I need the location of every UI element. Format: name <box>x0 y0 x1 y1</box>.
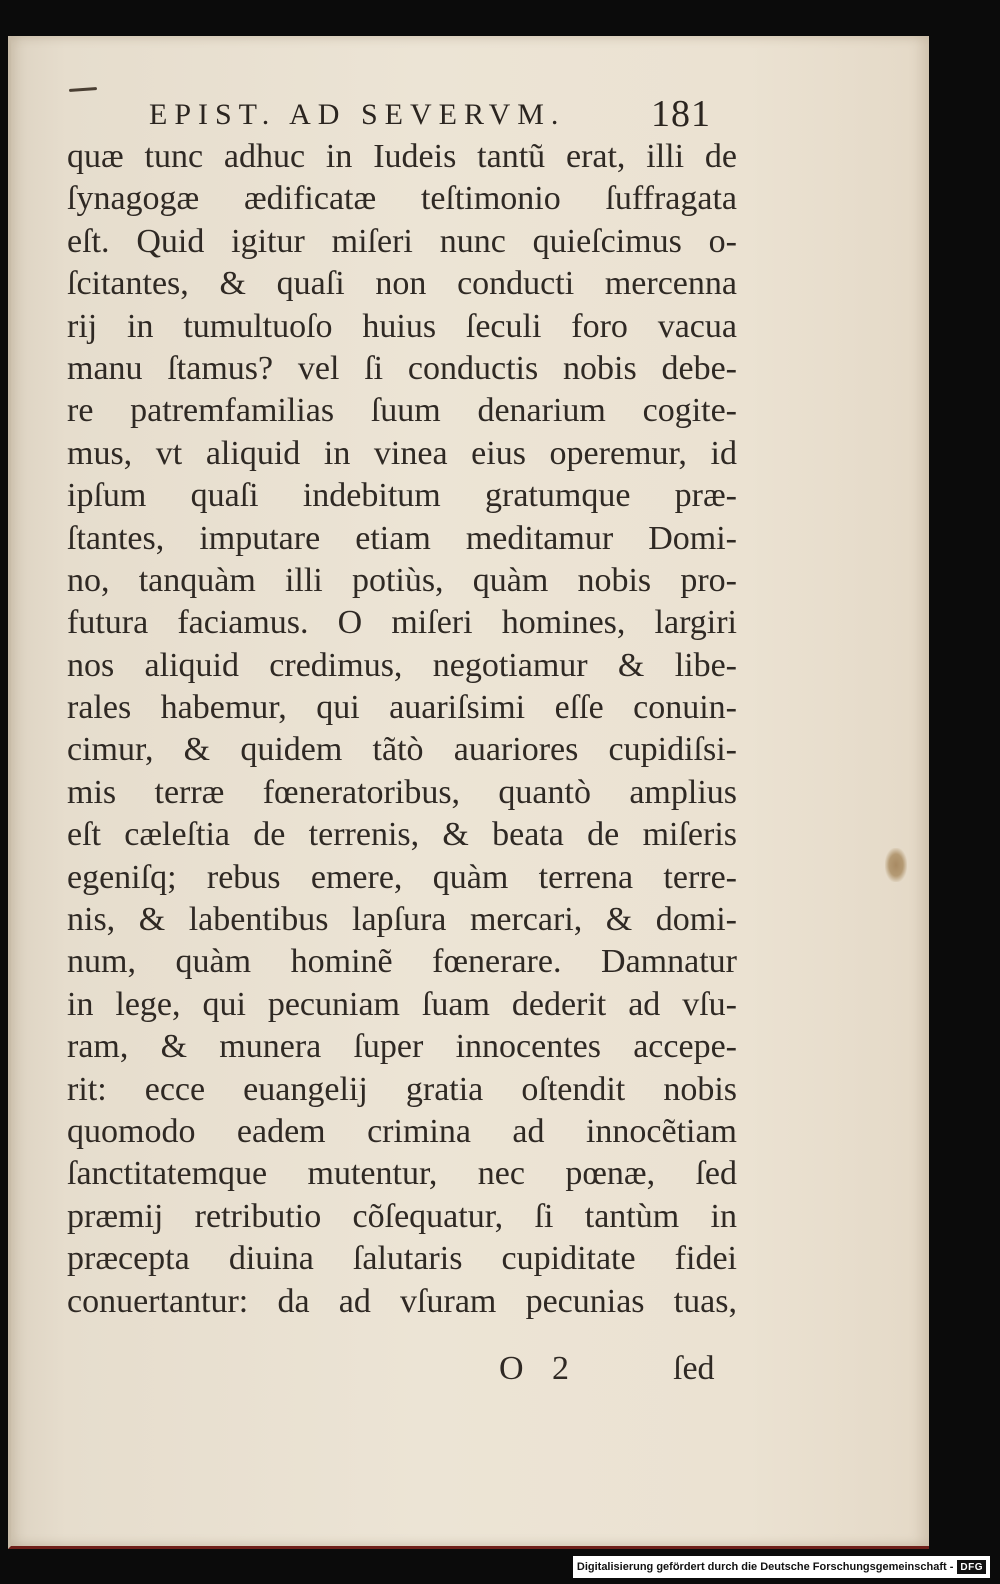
text-line: ipſum quaſi indebitum gratumque præ- <box>67 477 737 515</box>
credit-text: Digitalisierung gefördert durch die Deutsche Forschungsgemeinschaft - <box>576 1561 954 1573</box>
text-line: eſt. Quid igitur miſeri nunc quieſcimus o- <box>67 222 737 260</box>
text-line: re patremfamilias ſuum denarium cogite- <box>67 392 737 430</box>
text-line: rales habemur, qui auariſsimi eſſe conuin- <box>67 689 737 727</box>
text-line: mis terræ fœneratoribus, quantò amplius <box>67 773 737 811</box>
running-head: EPIST. AD SEVERVM. <box>149 98 566 131</box>
signature-mark: O 2 <box>499 1350 580 1387</box>
text-line: manu ſtamus? vel ſi conductis nobis debe- <box>67 349 737 387</box>
body-text <box>67 136 737 1323</box>
text-line: nos aliquid credimus, negotiamur & libe- <box>67 646 737 684</box>
page-footer-line <box>11 1350 929 1394</box>
text-line: rij in tumultuoſo huius ſeculi foro vacua <box>67 307 737 345</box>
text-line: nis, & labentibus lapſura mercari, & domi- <box>67 901 737 939</box>
text-line: ram, & munera ſuper innocentes accepe- <box>67 1028 737 1066</box>
book-page <box>8 36 929 1549</box>
text-line: no, tanquàm illi potiùs, quàm nobis pro- <box>67 561 737 599</box>
ink-mark <box>69 87 97 92</box>
text-line: eſt cæleſtia de terrenis, & beata de miſeris <box>67 816 737 854</box>
dfg-logo-icon: DFG <box>957 1560 986 1574</box>
text-line: ſynagogæ ædificatæ teſtimonio ſuffragata <box>67 180 737 218</box>
text-line: ſcitantes, & quaſi non conducti mercenna <box>67 265 737 303</box>
text-line: ſtantes, imputare etiam meditamur Domi- <box>67 519 737 557</box>
text-line: num, quàm hominẽ fœnerare. Damnatur <box>67 943 737 981</box>
catchword: ſed <box>673 1350 715 1387</box>
text-line: præcepta diuina ſalutaris cupiditate fidei <box>67 1240 737 1278</box>
text-line: ſanctitatemque mutentur, nec pœnæ, ſed <box>67 1155 737 1193</box>
text-line: in lege, qui pecuniam ſuam dederit ad vſu- <box>67 985 737 1023</box>
text-line: præmij retributio cõſequatur, ſi tantùm in <box>67 1197 737 1235</box>
page-number: 181 <box>651 93 711 135</box>
text-line: rit: ecce euangelij gratia oſtendit nobis <box>67 1070 737 1108</box>
text-line: mus, vt aliquid in vinea eius operemur, id <box>67 434 737 472</box>
text-line: quæ tunc adhuc in Iudeis tantũ erat, illi de <box>67 138 737 175</box>
digitization-credit <box>573 1556 990 1578</box>
text-line: cimur, & quidem tãtò auariores cupidiſsi- <box>67 731 737 769</box>
text-line: quomodo eadem crimina ad innocẽtiam <box>67 1112 737 1150</box>
paper-stain <box>885 848 907 882</box>
text-line: conuertantur: da ad vſuram pecunias tuas, <box>67 1282 737 1320</box>
text-line: egeniſq; rebus emere, quàm terrena terre- <box>67 858 737 896</box>
text-line: futura faciamus. O miſeri homines, largiri <box>67 604 737 642</box>
